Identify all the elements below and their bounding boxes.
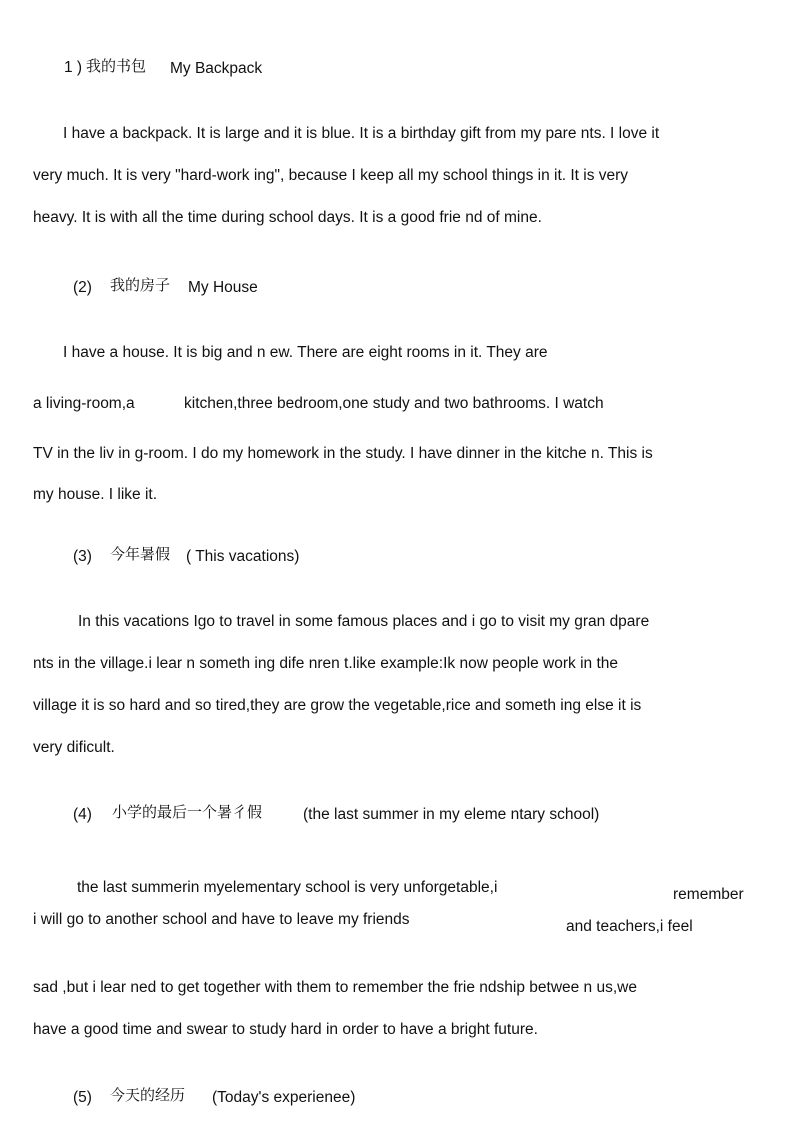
section-3-line-4: very dificult. [33,739,115,756]
section-2-title-en: My House [188,279,258,296]
section-4-line-3: sad ,but i lear ned to get together with them to remember the frie ndship betwee n us,we [33,979,637,996]
section-1-title-zh: 我的书包 [86,57,147,75]
section-3-line-3: village it is so hard and so tired,they are grow the vegetable,rice and someth ing else it is [33,697,642,714]
section-4-line-1-tail: remember [673,886,744,903]
section-2-line-3: TV in the liv in g-room. I do my homework in the study. I have dinner in the kitche n. This is [33,445,653,462]
section-2-line-2a: a living-room,a [33,395,135,412]
section-2-line-2b: kitchen,three bedroom,one study and two bathrooms. I watch [184,395,604,412]
section-3-title-zh: 今年暑假 [110,545,171,563]
section-1-number: 1 ) [64,59,83,76]
section-1-line-3: heavy. It is with all the time during school days. It is a good frie nd of mine. [33,209,542,226]
section-4-line-2-tail: and teachers,i feel [566,918,693,935]
section-2-title-zh: 我的房子 [110,276,171,294]
section-3-line-2: nts in the village.i lear n someth ing dife nren t.like example:Ik now people work in the [33,655,619,672]
section-4-title-zh: 小学的最后一个暑彳假 [112,803,263,821]
section-4-number: (4) [73,806,92,823]
section-1-line-2: very much. It is very "hard-work ing", because I keep all my school things in it. It is very [33,167,629,184]
section-5-number: (5) [73,1089,92,1106]
section-4-title-en: (the last summer in my eleme ntary school) [303,806,600,823]
section-4-line-1: the last summerin myelementary school is very unforgetable,i [77,879,498,896]
section-5-title-zh: 今天的经历 [110,1086,186,1104]
section-3-line-1: In this vacations Igo to travel in some famous places and i go to visit my gran dpare [78,613,650,630]
section-1-line-1: I have a backpack. It is large and it is blue. It is a birthday gift from my pare nts. I love it [63,125,660,142]
section-4-line-2: i will go to another school and have to leave my friends [33,911,410,928]
section-1-title-en: My Backpack [170,60,263,77]
section-5-title-en: (Today's experienee) [212,1089,356,1106]
section-4-line-4: have a good time and swear to study hard in order to have a bright future. [33,1021,538,1038]
section-2-line-1: I have a house. It is big and n ew. There are eight rooms in it. They are [63,344,548,361]
section-2-line-4: my house. I like it. [33,486,158,503]
section-3-number: (3) [73,548,92,565]
section-2-number: (2) [73,279,92,296]
section-3-title-en: ( This vacations) [186,548,300,565]
